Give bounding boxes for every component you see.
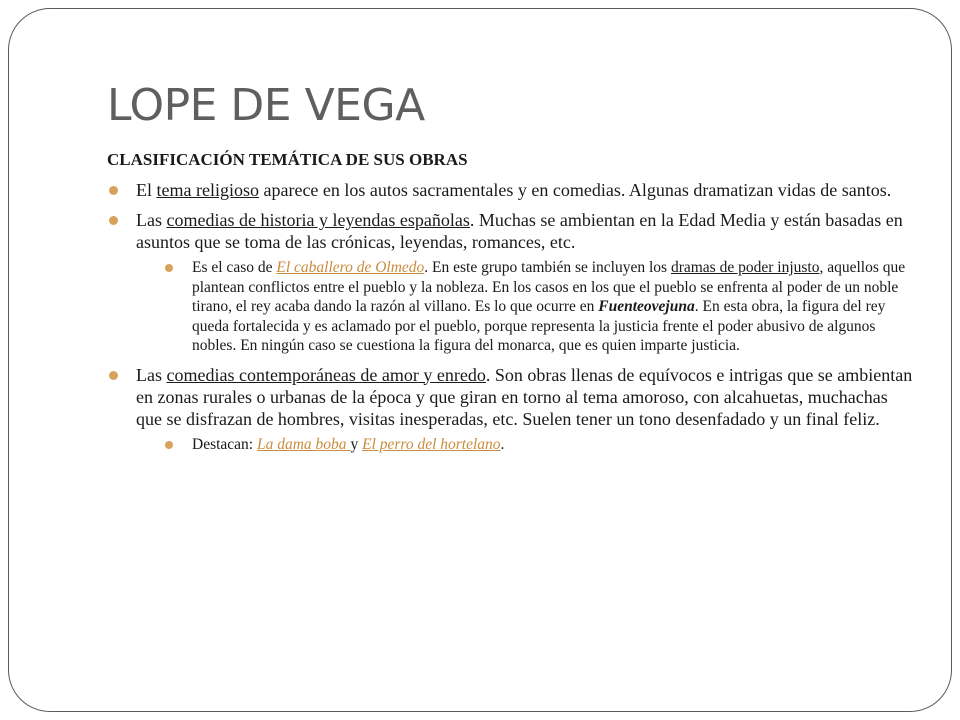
link-el-perro-del-hortelano[interactable]: El perro del hortelano (362, 435, 501, 453)
section-heading: CLASIFICACIÓN TEMÁTICA DE SUS OBRAS (107, 150, 468, 169)
term-comedias-contemporaneas: comedias contemporáneas de amor y enredo (166, 364, 486, 385)
slide-content (107, 150, 917, 462)
term-dramas-poder-injusto: dramas de poder injusto (670, 259, 820, 276)
slide-title: LOPE DE VEGA (107, 80, 425, 131)
term-tema-religioso: tema religioso (156, 180, 259, 200)
link-el-caballero-de-olmedo[interactable]: El caballero de Olmedo (276, 259, 425, 276)
sub-bullet-list (164, 435, 917, 455)
sub-bullet-olmedo: Es el caso de El caballero de Olmedo. En este grupo también se incluyen los dramas de poder injusto, aquellos que plantean conflictos entre el pueblo y la nobleza. En los casos en los que el pueblo se enfrenta al poder de un noble tirano, el rey acaba dando la razón al villano. Es lo que ocurre en Fuenteovejuna. En esta obra, la figura del rey queda fortalecida y es aclamado por el pueblo, porque representa la justicia frente el poder abusivo de algunos nobles. En ningún caso se cuestiona la figura del monarca, que es quien imparte justicia. (164, 258, 917, 356)
bullet-contemporary-comedies: Las comedias contemporáneas de amor y enredo. Son obras llenas de equívocos e intrigas que se ambientan en zonas rurales o urbanas de la época y que giran en torno al tema amoroso, con alcahuetas, muchachas que se disfrazan de hombres, visitas inesperadas, etc. Suelen tener un tono desenfadado y un final feliz. Destacan: La dama boba y El perro del hortelano. (107, 364, 917, 455)
bullet-history-comedies: Las comedias de historia y leyendas españolas. Muchas se ambientan en la Edad Media y están basadas en asuntos que se toma de las crónicas, leyendas, romances, etc. Es el caso de El caballero de Olmedo. En este grupo también se incluyen los dramas de poder injusto, aquellos que plantean conflictos entre el pueblo y la nobleza. En los casos en los que el pueblo se enfrenta al poder de un noble tirano, el rey acaba dando la razón al villano. Es lo que ocurre en Fuenteovejuna. En esta obra, la figura del rey queda fortalecida y es aclamado por el pueblo, porque representa la justicia frente el poder abusivo de algunos nobles. En ningún caso se cuestiona la figura del monarca, que es quien imparte justicia. (107, 209, 917, 356)
sub-bullet-destacan: Destacan: La dama boba y El perro del hortelano. (164, 435, 917, 455)
bullet-religious-theme: El tema religioso aparece en los autos sacramentales y en comedias. Algunas dramatizan vidas de santos. (107, 179, 917, 201)
title-fuenteovejuna: Fuenteovejuna (598, 298, 695, 315)
sub-bullet-list (164, 258, 917, 356)
term-comedias-historia: comedias de historia y leyendas españolas (166, 210, 470, 230)
bullet-list (107, 179, 917, 454)
link-la-dama-boba[interactable]: La dama boba (256, 435, 351, 453)
